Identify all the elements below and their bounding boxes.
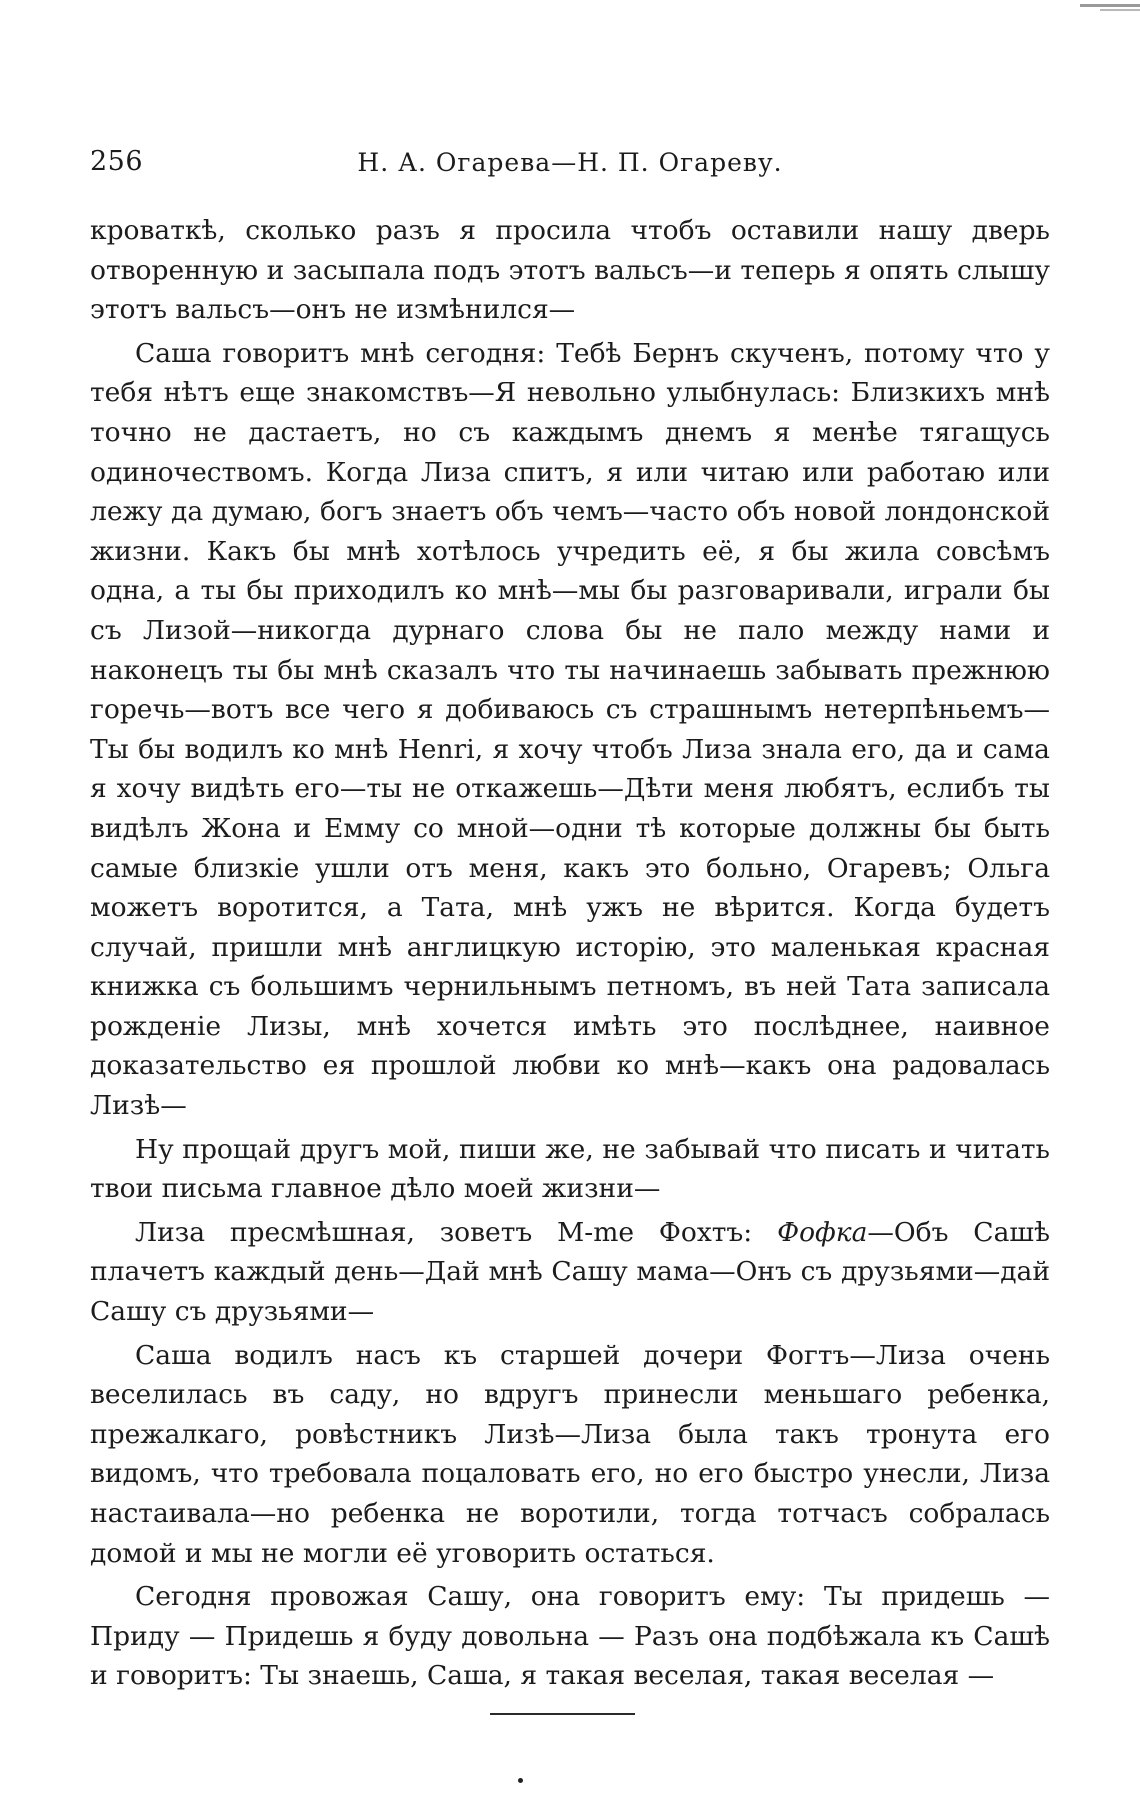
running-head: Н. А. Огарева—Н. П. Огареву.	[357, 148, 783, 177]
letter-body	[90, 211, 1050, 1696]
scan-edge-mark-secondary	[1100, 9, 1140, 11]
scan-speck	[518, 1778, 523, 1783]
page-number: 256	[90, 146, 144, 177]
paragraph-continuation: кроваткѣ, сколько разъ я просила чтобъ оставили нашу дверь отворенную и засыпала подъ этотъ вальсъ—и теперь я опять слышу этотъ вальсъ—онъ не измѣнился—	[90, 215, 1050, 326]
scan-edge-mark	[1080, 4, 1140, 7]
paragraph-part: Лиза пресмѣшная, зоветъ M-me Фохтъ:	[135, 1216, 778, 1248]
paragraph: Ну прощай другъ мой, пиши же, не забывай что писать и читать твои письма главное дѣло моей жизни—	[90, 1133, 1050, 1205]
section-end-rule	[490, 1713, 635, 1715]
paragraph: Саша водилъ насъ къ старшей дочери Фогтъ—Лиза очень веселилась въ саду, но вдругъ принесли меньшаго ребенка, прежалкаго, ровѣстникъ Лизѣ—Лиза была такъ тронута его видомъ, что требовала поцаловать его, но его быстро унесли, Лиза настаивала—но ребенка не воротили, тогда тотчасъ собралась домой и мы не могли её уговорить остаться.	[90, 1339, 1050, 1569]
page-header	[90, 146, 1050, 186]
paragraph-part: —Объ Сашѣ плачетъ каждый день—Дай мнѣ Сашу мама—Онъ съ друзьями—дай Сашу съ друзьями—	[90, 1216, 1050, 1328]
paragraph: Сегодня провожая Сашу, она говоритъ ему: Ты придешь — Приду — Придешь я буду довольна — Разъ она подбѣжала къ Сашѣ и говоритъ: Ты знаешь, Саша, я такая веселая, такая веселая —	[90, 1581, 1050, 1692]
paragraph: Саша говоритъ мнѣ сегодня: Тебѣ Бернъ скученъ, потому что у тебя нѣтъ еще знакомствъ—Я невольно улыбнулась: Близкихъ мнѣ точно не дастаетъ, но съ каждымъ днемъ я менѣе тягащусь одиночествомъ. Когда Лиза спитъ, я или читаю или работаю или лежу да думаю, богъ знаетъ объ чемъ—часто объ новой лондонской жизни. Какъ бы мнѣ хотѣлось учредить её, я бы жила совсѣмъ одна, а ты бы приходилъ ко мнѣ—мы бы разговаривали, играли бы съ Лизой—никогда дурнаго слова бы не пало между нами и наконецъ ты бы мнѣ сказалъ что ты начинаешь забывать прежнюю горечь—вотъ все чего я добиваюсь съ страшнымъ нетерпѣньемъ—Ты бы водилъ ко мнѣ Henri, я хочу чтобъ Лиза знала его, да и сама я хочу видѣть его—ты не откажешь—Дѣти меня любятъ, еслибъ ты видѣлъ Жона и Емму со мной—одни тѣ которые должны бы быть самые близкіе ушли отъ меня, какъ это больно, Огаревъ; Ольга можетъ воротится, а Тата, мнѣ ужъ не вѣрится. Когда будетъ случай, пришли мнѣ англицкую исторію, это маленькая красная книжка съ большимъ чернильнымъ петномъ, въ ней Тата записала рожденіе Лизы, мнѣ хочется имѣть это послѣднее, наивное доказательство ея прошлой любви ко мнѣ—какъ она радовалась Лизѣ—	[90, 337, 1050, 1122]
italic-word: Фофка	[777, 1216, 868, 1248]
paragraph-with-italic	[90, 1213, 1050, 1332]
